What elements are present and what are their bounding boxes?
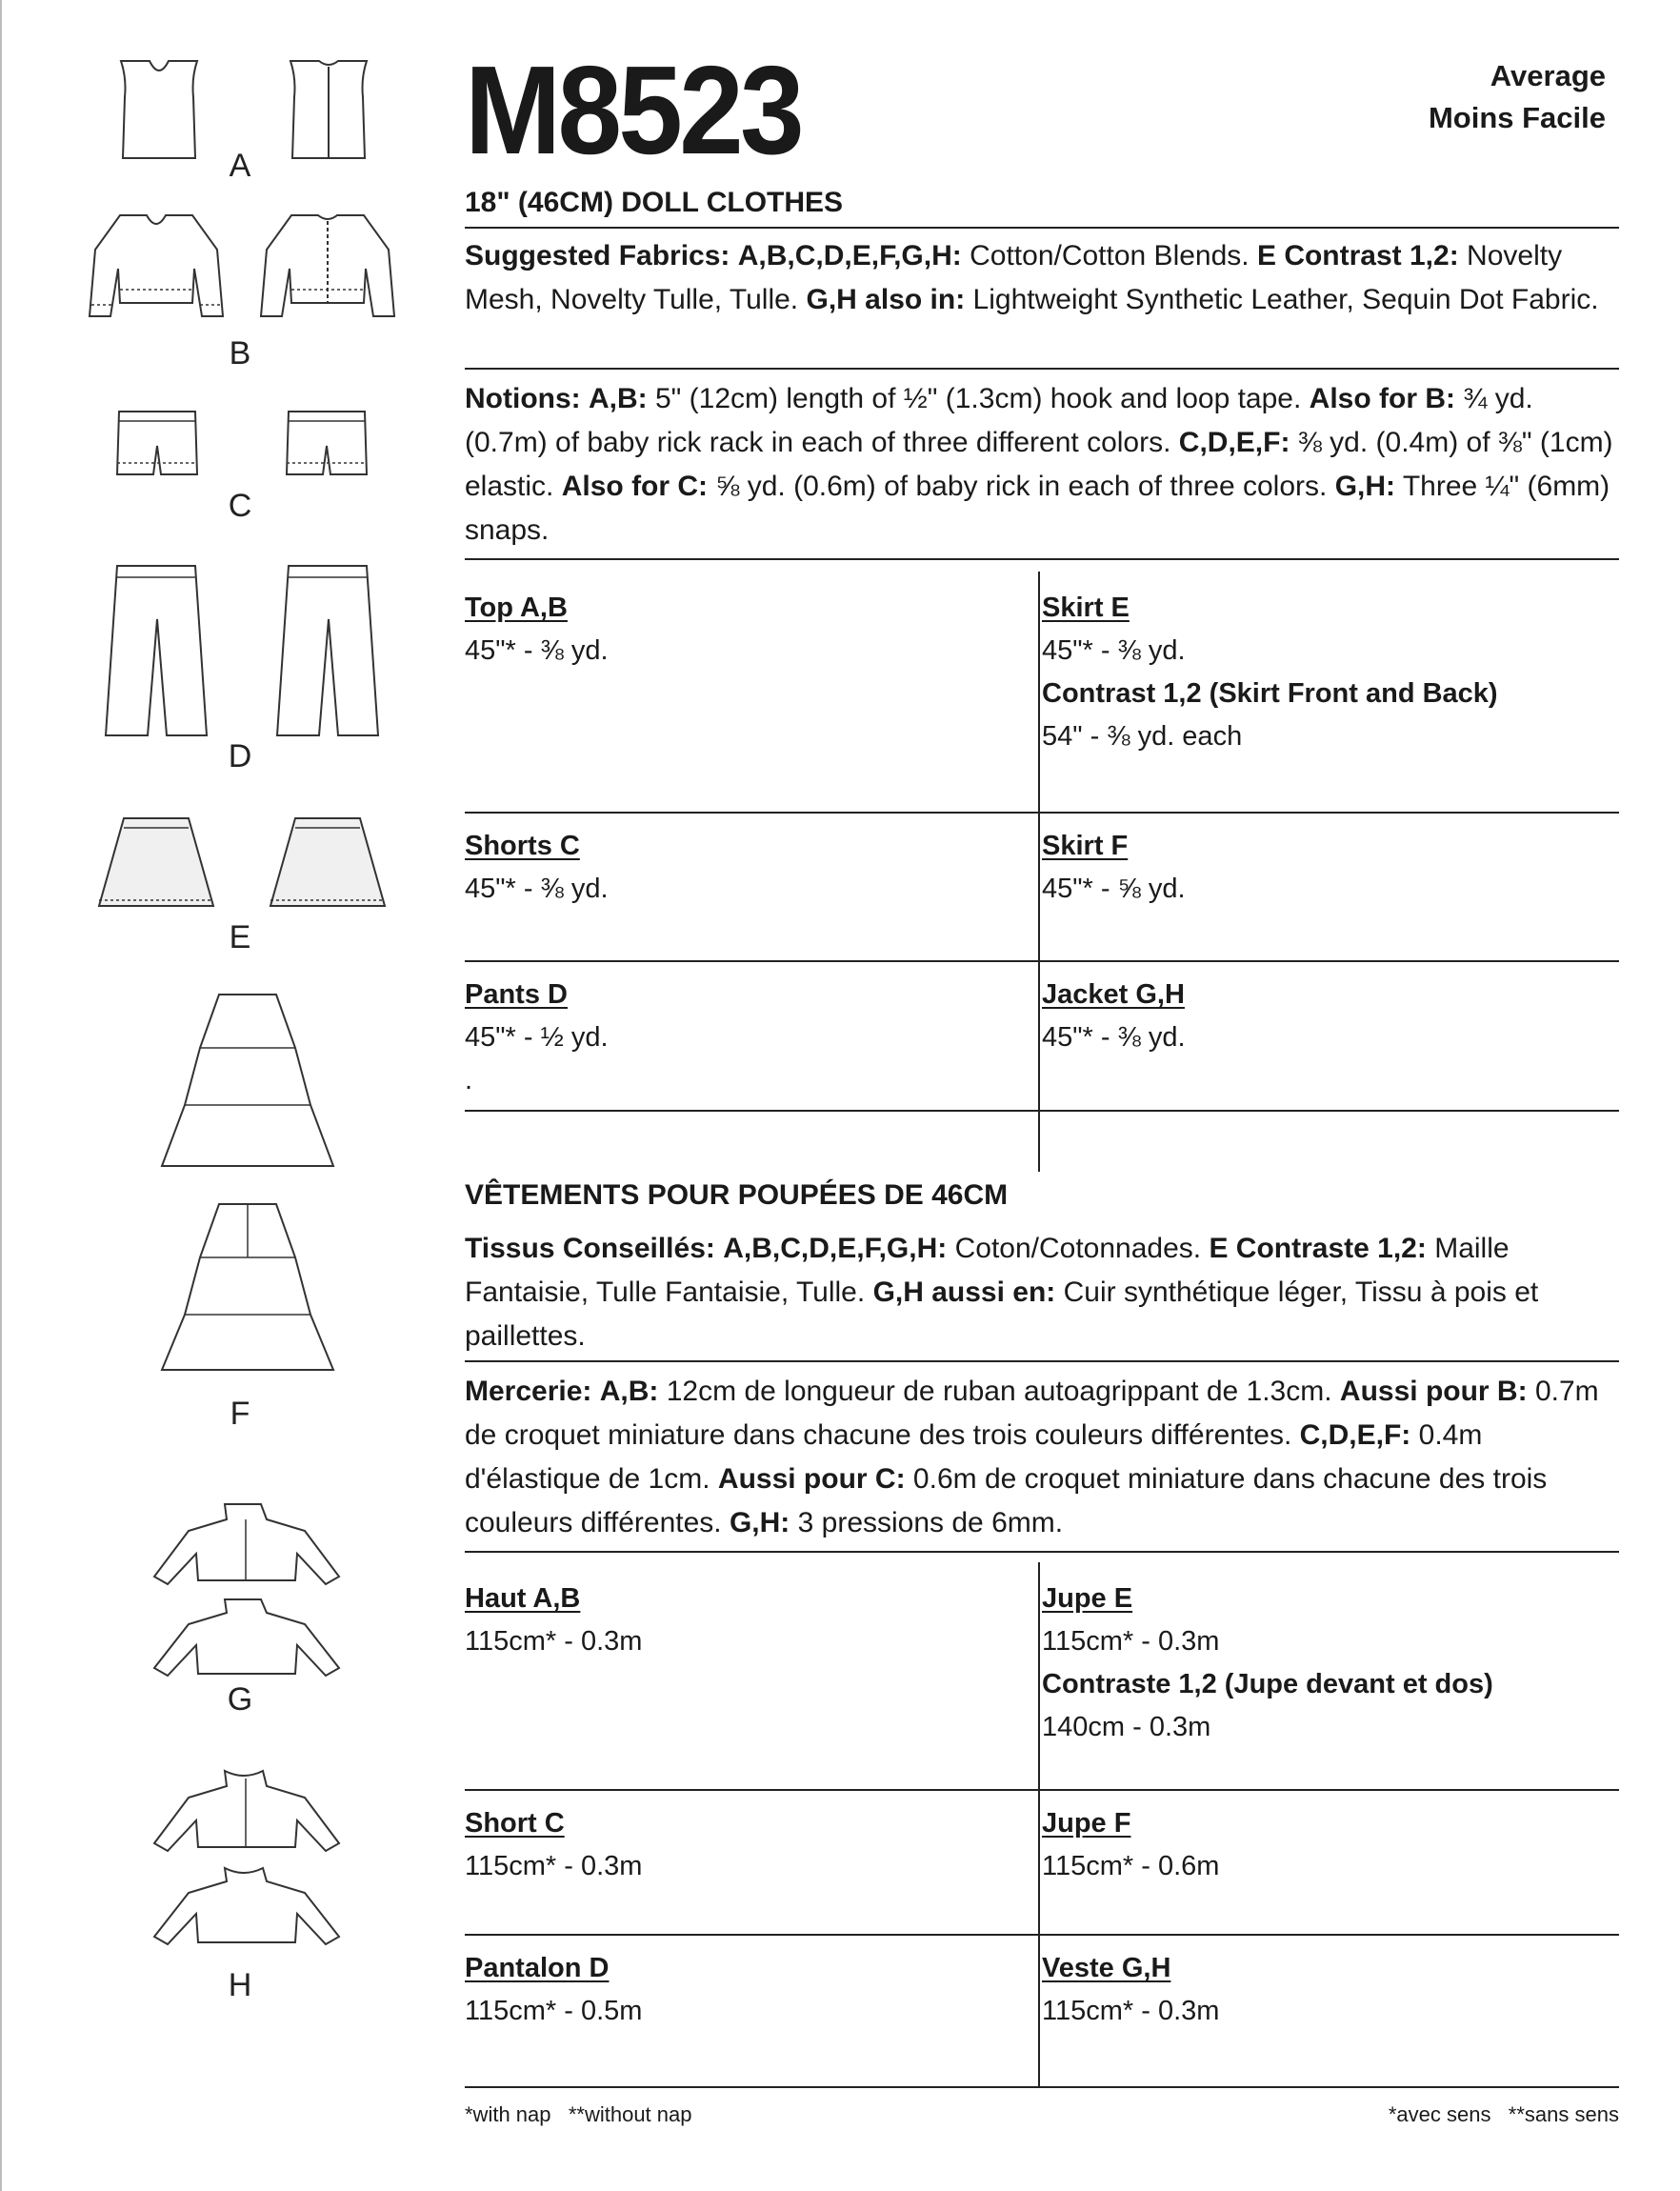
yardage-value: 115cm* - 0.3m	[465, 1851, 643, 1881]
yardage-heading: Top A,B	[465, 593, 568, 623]
yardage-heading: Pantalon D	[465, 1953, 610, 1983]
yardage-heading: Skirt E	[1042, 593, 1130, 623]
yardage-cell-skirt-e	[1042, 587, 1498, 758]
english-title: 18" (46CM) DOLL CLOTHES	[465, 187, 844, 218]
view-letter-a: A	[229, 148, 251, 184]
notions-label: Notions:	[465, 383, 581, 414]
table-bottom-rule	[465, 2086, 1619, 2088]
yardage-cell-jacket-gh	[1042, 974, 1186, 1059]
yardage-heading: Haut A,B	[465, 1583, 581, 1614]
yardage-value: 45"* - ⅜ yd.	[1042, 1022, 1186, 1053]
fabrics-text-1: Cotton/Cotton Blends.	[970, 240, 1250, 271]
yardage-cell-jupe-f	[1042, 1802, 1219, 1888]
fabrics-also-label: G,H also in:	[806, 284, 966, 315]
notions-views-cdef: C,D,E,F:	[1178, 427, 1290, 458]
notions-text-cdef: ⅜ yd. (0.4m) of ⅜" (1cm) elastic.	[465, 427, 1613, 502]
yardage-value: 45"* - ⅜ yd.	[465, 874, 609, 904]
fabrics-text-3: Cuir synthétique léger, Tissu à pois et paillettes.	[465, 1276, 1539, 1352]
notions-views-ab: A,B:	[599, 1376, 659, 1407]
yardage-heading: Jupe F	[1042, 1808, 1131, 1839]
notions-also-c-label: Aussi pour C:	[717, 1463, 906, 1495]
yardage-cell-shorts-c	[465, 825, 609, 911]
difficulty-en: Average	[1490, 59, 1606, 92]
yardage-value: .	[465, 1065, 473, 1096]
pattern-number: M8523	[465, 40, 801, 180]
yardage-cell-pantalon-d	[465, 1947, 642, 2033]
view-c-sketch	[110, 408, 395, 484]
yardage-cell-top-ab	[465, 587, 609, 673]
yardage-value: 45"* - ⅝ yd.	[1042, 874, 1186, 904]
view-letter-b: B	[229, 335, 251, 372]
notions-text-ab: 12cm de longueur de ruban autoagrippant de 1.3cm.	[666, 1376, 1332, 1407]
fabrics-also-label: G,H aussi en:	[872, 1276, 1056, 1308]
table-column-divider	[1038, 1562, 1040, 2086]
yardage-cell-pants-d	[465, 974, 609, 1102]
view-letter-e: E	[229, 919, 251, 955]
table-column-divider	[1038, 572, 1040, 1172]
notions-also-b-label: Also for B:	[1309, 383, 1455, 414]
yardage-value: 54" - ⅜ yd. each	[1042, 721, 1243, 752]
yardage-cell-veste-gh	[1042, 1947, 1219, 2033]
table-top-rule	[465, 558, 1619, 560]
view-d-sketch	[100, 562, 405, 743]
yardage-heading: Pants D	[465, 979, 568, 1010]
yardage-value: 115cm* - 0.3m	[465, 1626, 643, 1657]
view-e-sketch	[95, 814, 400, 915]
fabrics-text-2: Novelty Mesh, Novelty Tulle, Tulle.	[465, 240, 1563, 315]
yardage-value: 115cm* - 0.5m	[465, 1996, 643, 2026]
view-b-sketch	[74, 211, 417, 335]
divider	[465, 227, 1619, 229]
table-row-rule	[465, 1789, 1619, 1791]
yardage-cell-haut-ab	[465, 1578, 642, 1663]
notions-text-ab: 5" (12cm) length of ½" (1.3cm) hook and loop tape.	[654, 383, 1302, 414]
divider	[465, 1360, 1619, 1362]
table-row-rule	[465, 812, 1619, 814]
yardage-heading: Short C	[465, 1808, 565, 1839]
fabrics-contrast-label: E Contrast 1,2:	[1256, 240, 1459, 271]
yardage-heading: Jacket G,H	[1042, 979, 1185, 1010]
view-h-sketch	[143, 1767, 352, 1958]
yardage-value: 140cm - 0.3m	[1042, 1712, 1211, 1742]
notions-views-gh: G,H:	[1334, 471, 1396, 502]
yardage-cell-short-c	[465, 1802, 642, 1888]
notions-text-gh: 3 pressions de 6mm.	[797, 1507, 1064, 1538]
fabrics-views: A,B,C,D,E,F,G,H:	[723, 1233, 948, 1264]
table-row-rule	[465, 960, 1619, 962]
table-bottom-rule	[465, 1110, 1619, 1112]
notions-also-c-label: Also for C:	[561, 471, 709, 502]
notions-label: Mercerie:	[465, 1376, 592, 1407]
tissus-conseilles	[465, 1227, 1619, 1358]
footnote-fr: *avec sens **sans sens	[1388, 2102, 1619, 2126]
fabrics-label: Tissus Conseillés:	[465, 1233, 715, 1264]
notions-views-gh: G,H:	[729, 1507, 790, 1538]
view-letter-c: C	[228, 488, 252, 524]
view-f-sketch	[152, 991, 343, 1372]
table-row-rule	[465, 1934, 1619, 1936]
notions-also-c-text: 0.6m de croquet miniature dans chacune des trois couleurs différentes.	[465, 1463, 1548, 1538]
table-top-rule	[465, 1551, 1619, 1553]
yardage-value: 115cm* - 0.3m	[1042, 1996, 1220, 2026]
notions	[465, 377, 1619, 553]
yardage-cell-skirt-f	[1042, 825, 1186, 911]
fabrics-views: A,B,C,D,E,F,G,H:	[737, 240, 962, 271]
difficulty-rating	[1429, 55, 1606, 139]
yardage-heading: Jupe E	[1042, 1583, 1133, 1614]
yardage-value: 45"* - ⅜ yd.	[1042, 635, 1186, 666]
fabrics-label: Suggested Fabrics:	[465, 240, 730, 271]
fabrics-contrast-label: E Contraste 1,2:	[1209, 1233, 1427, 1264]
notions-text-gh: Three ¼" (6mm) snaps.	[465, 471, 1610, 546]
view-g-sketch	[143, 1500, 352, 1681]
notions-also-c-text: ⅝ yd. (0.6m) of baby rick in each of three colors.	[715, 471, 1328, 502]
yardage-cell-jupe-e	[1042, 1578, 1493, 1749]
notions-also-b-text: 0.7m de croquet miniature dans chacune des trois couleurs différentes.	[465, 1376, 1599, 1451]
yardage-heading: Skirt F	[1042, 831, 1129, 861]
fabrics-text-3: Lightweight Synthetic Leather, Sequin Dot Fabric.	[972, 284, 1599, 315]
yardage-subheading: Contraste 1,2 (Jupe devant et dos)	[1042, 1669, 1493, 1699]
yardage-heading: Shorts C	[465, 831, 580, 861]
yardage-value: 45"* - ⅜ yd.	[465, 635, 609, 666]
fabrics-text-1: Coton/Cotonnades.	[954, 1233, 1202, 1264]
view-letter-g: G	[227, 1681, 253, 1718]
view-letter-f: F	[230, 1396, 250, 1432]
page-edge-rule	[0, 0, 2, 2191]
view-letter-d: D	[228, 738, 252, 774]
notions-text-cdef: 0.4m d'élastique de 1cm.	[465, 1419, 1483, 1495]
yardage-heading: Veste G,H	[1042, 1953, 1171, 1983]
yardage-value: 45"* - ½ yd.	[465, 1022, 609, 1053]
yardage-subheading: Contrast 1,2 (Skirt Front and Back)	[1042, 678, 1498, 709]
yardage-value: 115cm* - 0.3m	[1042, 1626, 1220, 1657]
yardage-value: 115cm* - 0.6m	[1042, 1851, 1220, 1881]
footnote-en: *with nap **without nap	[465, 2102, 692, 2126]
french-title: VÊTEMENTS POUR POUPÉES DE 46CM	[465, 1179, 1009, 1211]
view-letter-h: H	[228, 1967, 252, 2003]
difficulty-fr: Moins Facile	[1428, 101, 1606, 134]
notions-views-ab: A,B:	[588, 383, 648, 414]
notions-also-b-label: Aussi pour B:	[1339, 1376, 1528, 1407]
suggested-fabrics	[465, 234, 1619, 322]
notions-views-cdef: C,D,E,F:	[1299, 1419, 1411, 1451]
fabrics-text-2: Maille Fantaisie, Tulle Fantaisie, Tulle.	[465, 1233, 1510, 1308]
divider	[465, 368, 1619, 370]
mercerie	[465, 1370, 1619, 1545]
notions-also-b-text: ¾ yd. (0.7m) of baby rick rack in each of three different colors.	[465, 383, 1533, 458]
